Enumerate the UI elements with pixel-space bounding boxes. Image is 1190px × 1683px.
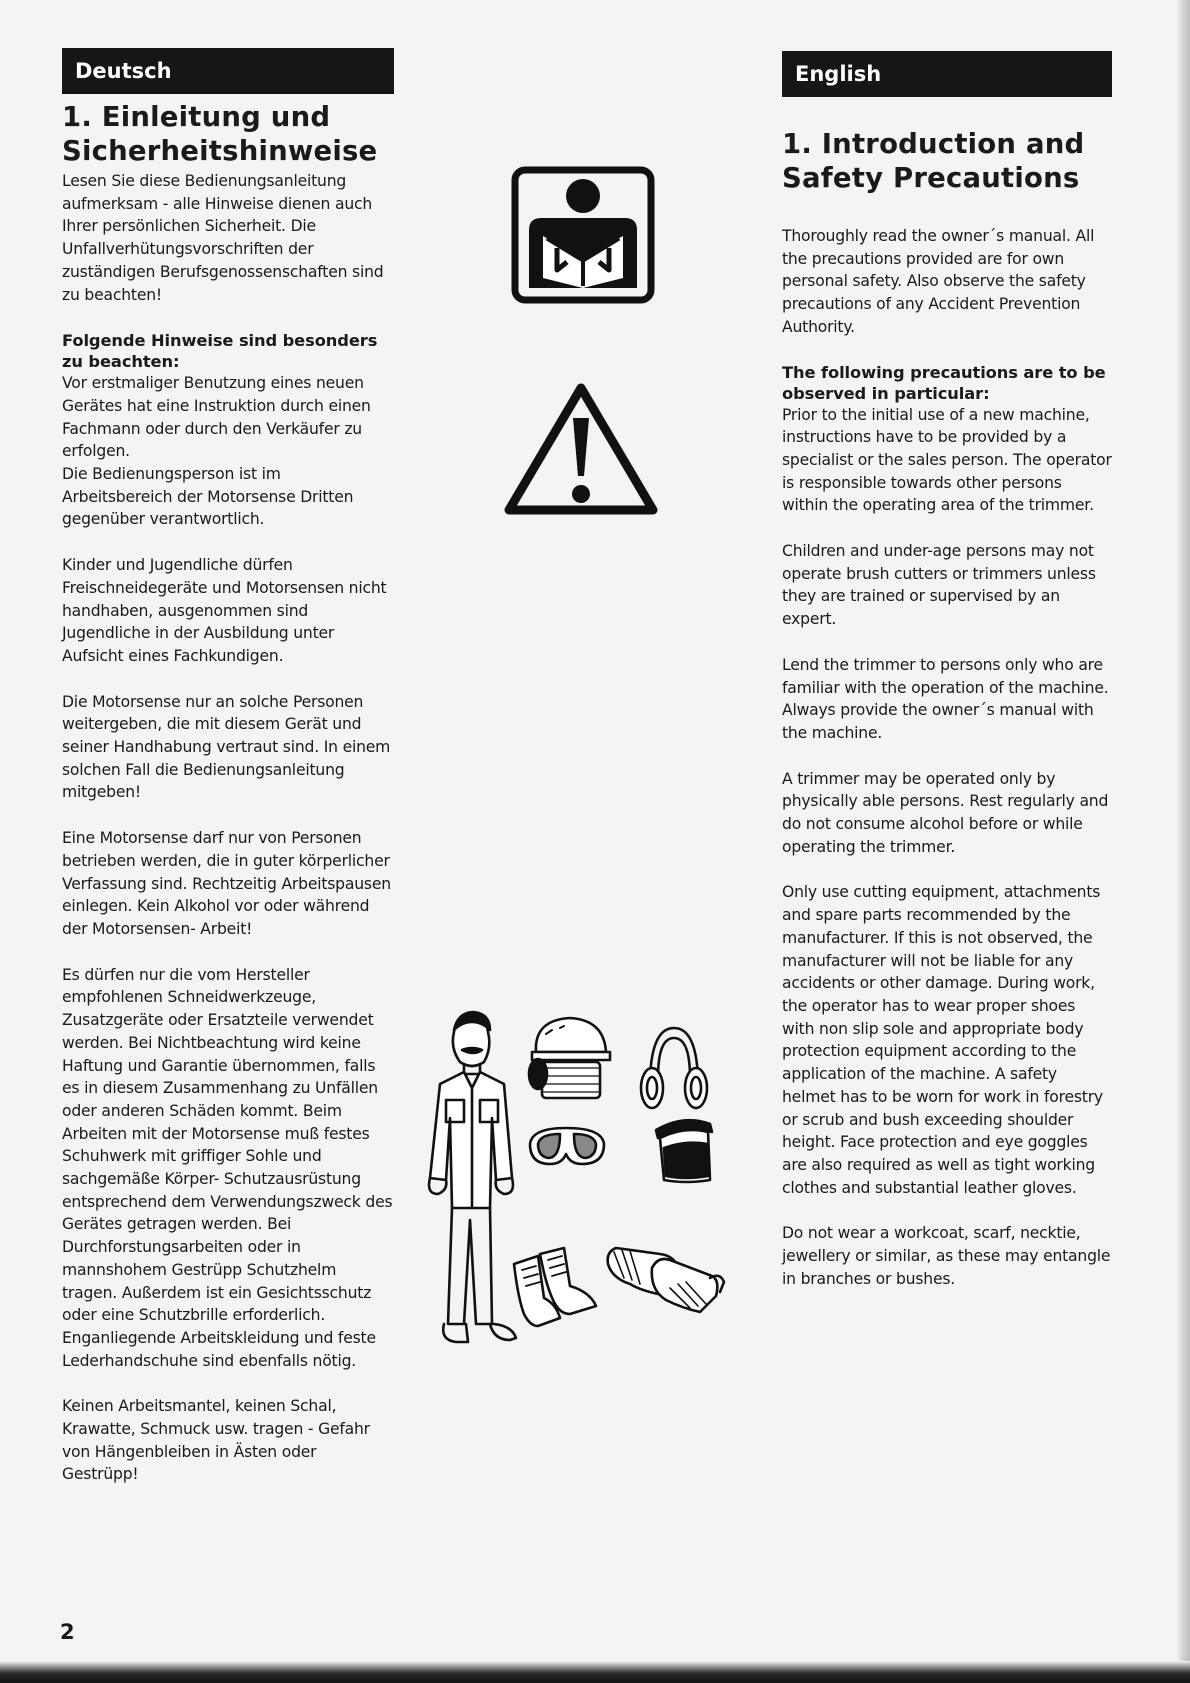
german-paragraph-2: Die Bedienungsperson ist im Arbeitsbereich der Motorsense Dritten gegenüber verantwortlich. — [62, 465, 354, 529]
german-title — [62, 100, 394, 168]
german-paragraph-5: Eine Motorsense darf nur von Personen betrieben werden, die in guter körperlicher Verfassung sind. Rechtzeitig Arbeitspausen einlegen. Kein Alkohol vor oder während der Motorsensen- Arbeit! — [62, 829, 391, 938]
ear-muffs-icon — [641, 1028, 707, 1108]
warning-triangle-icon — [503, 380, 659, 516]
german-title-line1: 1. Einleitung und — [62, 101, 331, 133]
german-paragraph-3: Kinder und Jugendliche dürfen Freischneidegeräte und Motorsensen nicht handhaben, ausgenommen sind Jugendliche in der Ausbildung unter Aufsicht eines Fachkundigen. — [62, 556, 387, 665]
english-paragraph-1: Prior to the initial use of a new machine, instructions have to be provided by a specialist or the sales person. The operator is responsible towards other persons within the operating area of the trimmer. — [782, 405, 1112, 515]
goggles-icon — [530, 1128, 604, 1164]
english-subheading: The following precautions are to be observed in particular: — [782, 362, 1106, 403]
read-manual-icon — [511, 166, 655, 304]
german-paragraph-6: Es dürfen nur die vom Hersteller empfohlenen Schneidwerkzeuge, Zusatzgeräte oder Ersatzteile verwendet werden. Bei Nichtbeachtung wird keine Haftung und Garantie übernommen, falls es in diesem Zusammenhang zu Unfällen oder anderen Schäden kommt. Beim Arbeiten mit der Motorsense muß festes Schuhwerk mit griffiger Sohle und sachgemäße Körper- Schutzausrüstung entsprechend dem Verwendungszweck des Gerätes getragen werden. Bei Durchforstungsarbeiten oder in mannshohem Gestrüpp Schutzhelm tragen. Außerdem ist ein Gesichtsschutz oder eine Schutzbrille erforderlich. Enganliegende Arbeitskleidung und feste Lederhandschuhe sind ebenfalls nötig. — [62, 965, 393, 1370]
german-subheading: Folgende Hinweise sind besonders zu beachten: — [62, 331, 378, 372]
page-bottom-edge — [0, 1661, 1190, 1683]
english-paragraph-6: Do not wear a workcoat, scarf, necktie, jewellery or similar, as these may entangle in branches or bushes. — [782, 1224, 1111, 1288]
english-paragraph-3: Lend the trimmer to persons only who are familiar with the operation of the machine. Always provide the owner´s manual with the machine. — [782, 655, 1109, 742]
safety-boots-icon — [514, 1248, 596, 1326]
english-paragraph-4: A trimmer may be operated only by physically able persons. Rest regularly and do not consume alcohol before or while operating the trimmer. — [782, 769, 1109, 856]
english-title-line2: Safety Precautions — [782, 162, 1080, 194]
page-edge-shadow — [1176, 0, 1190, 1683]
face-shield-icon — [656, 1120, 712, 1182]
german-paragraph-4: Die Motorsense nur an solche Personen weitergeben, die mit diesem Gerät und seiner Handhabung vertraut sind. In einem solchen Fall die Bedienungsanleitung mitgeben! — [62, 692, 391, 802]
english-title-line1: 1. Introduction and — [782, 128, 1085, 160]
german-language-bar: Deutsch — [62, 48, 394, 94]
english-paragraph-2: Children and under-age persons may not operate brush cutters or trimmers unless they are trained or supervised by an expert. — [782, 542, 1096, 629]
english-column — [782, 0, 1112, 1313]
german-title-line2: Sicherheitshinweise — [62, 135, 378, 167]
english-language-bar: English — [782, 51, 1112, 97]
protective-equipment-illustration — [420, 1008, 768, 1354]
worker-figure-icon — [429, 1012, 516, 1342]
german-column — [62, 0, 394, 1509]
english-paragraph-5: Only use cutting equipment, attachments and spare parts recommended by the manufacturer. If this is not observed, the manufacturer will not be liable for any accidents or other damage. During work, the operator has to wear proper shoes with non slip sole and appropriate body protection equipment according to the application of the machine. A safety helmet has to be worn for work in forestry or scrub and bush exceeding shoulder height. Face protection and eye goggles are also required as well as tight working clothes and substantial leather gloves. — [782, 883, 1103, 1197]
english-intro: Thoroughly read the owner´s manual. All the precautions provided are for own personal safety. Also observe the safety precautions of any Accident Prevention Authority. — [782, 227, 1095, 336]
german-paragraph-7: Keinen Arbeitsmantel, keinen Schal, Krawatte, Schmuck usw. tragen - Gefahr von Hängenbleiben in Ästen oder Gestrüpp! — [62, 1397, 370, 1484]
german-paragraph-1: Vor erstmaliger Benutzung eines neuen Gerätes hat eine Instruktion durch einen Fachmann oder durch den Verkäufer zu erfolgen. — [62, 374, 371, 461]
work-gloves-icon — [608, 1248, 724, 1312]
german-intro: Lesen Sie diese Bedienungsanleitung aufmerksam - alle Hinweise dienen auch Ihrer persönlichen Sicherheit. Die Unfallverhütungsvorschriften der zuständigen Berufsgenossenschaften sind zu beachten! — [62, 172, 384, 304]
page-number: 2 — [60, 1620, 75, 1644]
english-title — [782, 127, 1112, 195]
helmet-visor-icon — [529, 1018, 610, 1098]
